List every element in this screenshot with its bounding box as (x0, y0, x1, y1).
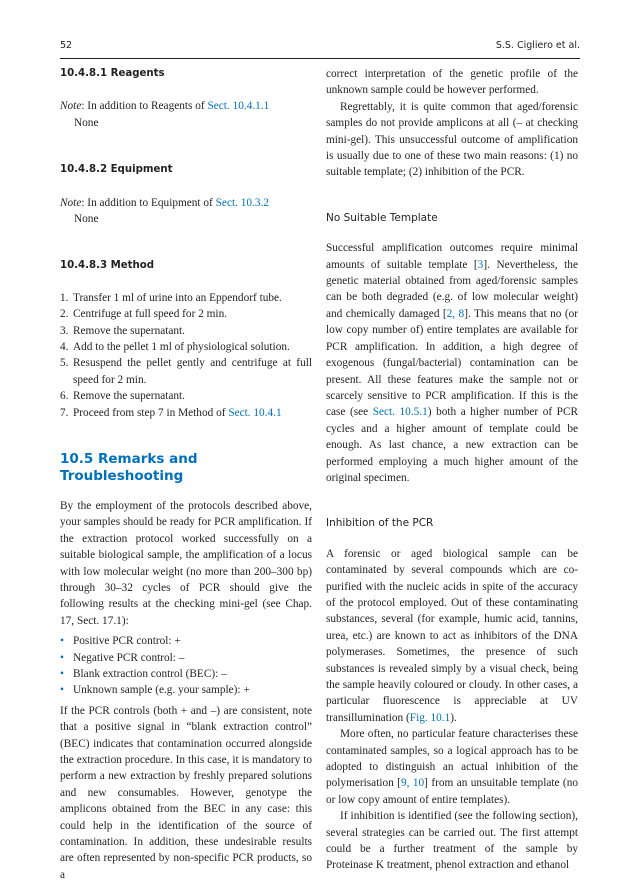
inhibition-paragraph-2: More often, no particular feature characterises these contaminated samples, so a logical approach has to be adopted to distinguish an actual inhibition of the polymerisation [9, 10] from an unsuitable template (no or low copy amount of entire templates). (326, 728, 578, 806)
right-paragraph-2: Regrettably, it is quite common that aged/forensic samples do not provide amplicons at all (– at checking mini-gel). This unsuccessful outcome of amplification is usually due to one of these two main reasons: (1) no suitable template; (2) inhibition of the PCR. (326, 100, 578, 179)
equipment-none: None (74, 213, 99, 226)
page-number: 52 (60, 40, 73, 51)
method-step: 1. Transfer 1 ml of urine into an Eppendorf tube. (60, 291, 282, 304)
control-item: • Blank extraction control (BEC): – (60, 667, 227, 680)
method-step: 7. Proceed from step 7 in Method of Sect. 10.4.1 (60, 406, 282, 419)
equipment-sect-link[interactable]: Sect. 10.3.2 (215, 196, 269, 209)
ref-link[interactable]: 9, 10 (400, 777, 425, 790)
inhibition-heading: Inhibition of the PCR (326, 517, 434, 530)
figure-link[interactable]: Fig. 10.1 (409, 711, 451, 724)
left-column (60, 66, 312, 883)
inhibition-paragraph-3: If inhibition is identified (see the following section), several strategies can be carried out. The first attempt could be a further treatment of the sample by Proteinase K treatment, phenol extraction and ethanol (326, 810, 578, 872)
equipment-heading: 10.4.8.2 Equipment (60, 164, 173, 176)
method-heading: 10.4.8.3 Method (60, 260, 155, 272)
equipment-note-text: : In addition to Equipment of (81, 196, 216, 209)
section-heading: 10.5 Remarks and Troubleshooting (60, 451, 198, 484)
equipment-note-label: Note (60, 196, 82, 209)
control-item: • Negative PCR control: – (60, 651, 185, 664)
sect-link[interactable]: Sect. 10.5.1 (372, 406, 428, 419)
inhibition-paragraph: A forensic or aged biological sample can be contaminated by several compounds which are co-purified with the nucleic acids in spite of the accuracy of the protocol employed. Out of these contaminating substances, several (for example, humic acid, tannins, urea, etc.) are known to act as inhibitors of the DNA polymerases. Sometimes, the presence of such substances is revealed simply by a visual check, being the sample heavily coloured or cloudy. In other cases, a particular fluorescence is appreciable at UV transillumination (Fig. 10.1). (326, 547, 578, 724)
method-step: 5. Resuspend the pellet gently and centrifuge at full speed for 2 min. (60, 357, 312, 386)
header-rule (60, 58, 580, 59)
ref-link[interactable]: 2, 8 (446, 307, 465, 320)
reagents-note-label: Note (60, 100, 82, 113)
right-column (326, 66, 578, 874)
no-template-paragraph: Successful amplification outcomes require minimal amounts of suitable template [3]. Nevertheless, the genetic material obtained from aged/forensic samples can be both degraded (e.g. of low molecular weight) and chemically damaged [2, 8]. This means that no (or low copy number of) entire templates are available for PCR amplification. In addition, a high degree of exogenous (fungal/bacterial) contamination can be present. All these features make the sample not or scarcely sensitive to PCR amplification. If this is the case (see Sect. 10.5.1) both a higher number of PCR cycles and a higher amount of template could be enough. As last chance, a new extraction can be performed employing a much higher amount of the original specimen. (326, 242, 579, 484)
running-author: S.S. Cigliero et al. (495, 40, 580, 51)
method-steps (60, 290, 312, 421)
reagents-note-text: : In addition to Reagents of (81, 100, 208, 113)
control-item: • Unknown sample (e.g. your sample): + (60, 684, 250, 697)
method-sect-link[interactable]: Sect. 10.4.1 (228, 406, 282, 419)
reagents-heading: 10.4.8.1 Reagents (60, 68, 165, 79)
method-step: 3. Remove the supernatant. (60, 324, 185, 337)
control-list (60, 633, 312, 699)
chapter-ref[interactable]: Chap. 17 (60, 598, 312, 627)
reagents-none: None (74, 116, 99, 129)
method-step: 6. Remove the supernatant. (60, 390, 185, 403)
no-template-heading: No Suitable Template (326, 211, 438, 224)
reagents-note (60, 98, 312, 114)
reagents-sect-link[interactable]: Sect. 10.4.1.1 (207, 100, 270, 113)
intro-paragraph: By the employment of the protocols described above, your samples should be ready for PCR amplification. If the extraction protocol worked successfully on a suitable biological sample, the amplification of a locus with low molecular weight (no more than 200–300 bp) through 30–32 cycles of PCR should give the following results at the checking mini-gel (see Chap. 17, Sect. 17.1): (60, 499, 312, 627)
equipment-note (60, 195, 312, 211)
right-paragraph-1: correct interpretation of the genetic profile of the unknown sample could be however performed. (326, 68, 578, 97)
method-step: 4. Add to the pellet 1 ml of physiological solution. (60, 341, 290, 354)
control-item: • Positive PCR control: + (60, 635, 181, 648)
ref-link[interactable]: 3 (477, 258, 484, 271)
method-step: 2. Centrifuge at full speed for 2 min. (60, 308, 228, 321)
controls-paragraph: If the PCR controls (both + and –) are consistent, note that a positive signal in “blank extraction control” (BEC) indicates that contamination occurred alongside the extraction procedure. In this case, it is mandatory to perform a new extraction by freshly prepared solutions and new consumables. However, genotype the amplicons obtained from the BEC in any case: this could help in the identification of the source of contamination. In addition, these undesirable results are often represented by non-specific PCR products, so a (60, 704, 312, 881)
